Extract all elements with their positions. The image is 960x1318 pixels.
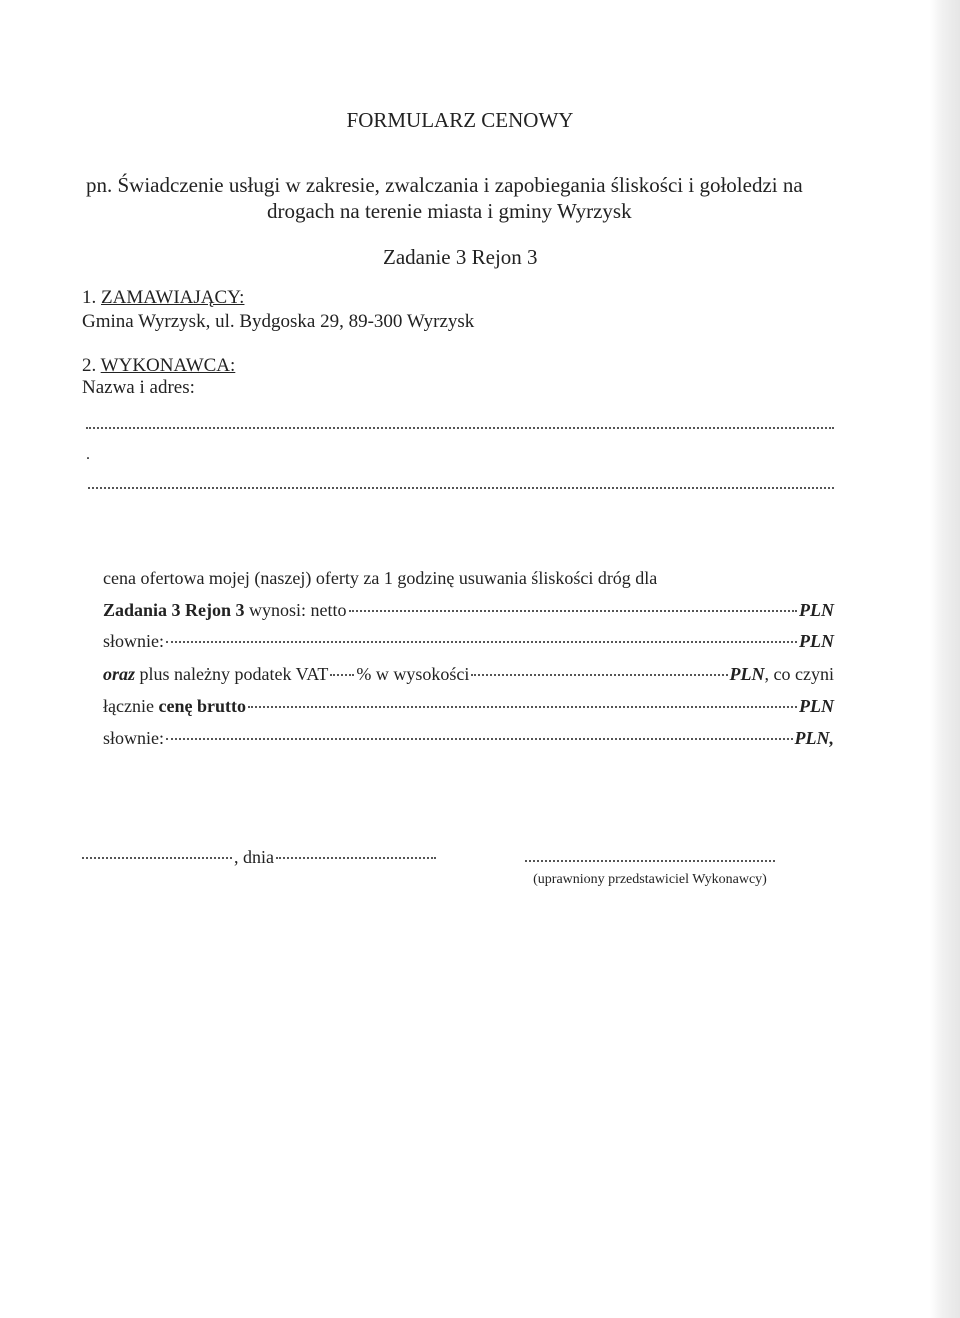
- gross-currency: PLN: [799, 696, 834, 716]
- vat-suffix: , co czyni: [764, 664, 834, 684]
- vat-text: plus należny podatek VAT: [139, 664, 329, 684]
- date-fill[interactable]: [276, 857, 436, 859]
- net-task-label: Zadania 3 Rejon 3: [103, 600, 245, 620]
- orderer-heading-text: ZAMAWIAJĄCY:: [101, 287, 245, 308]
- stray-mark: .: [86, 446, 90, 463]
- contractor-name-label: Nazwa i adres:: [82, 377, 195, 398]
- net-words-row: [103, 631, 834, 652]
- vat-percent-label: % w wysokości: [356, 664, 470, 684]
- scan-edge-shadow: [930, 0, 960, 1318]
- contractor-name-fill-line[interactable]: [86, 427, 834, 429]
- subject-line-2: drogach na terenie miasta i gminy Wyrzysk: [267, 199, 632, 223]
- vat-oraz: oraz: [103, 664, 136, 684]
- contractor-number: 2.: [82, 355, 97, 376]
- vat-row: [103, 664, 834, 685]
- gross-row: [103, 696, 834, 717]
- task-label: Zadanie 3 Rejon 3: [383, 245, 538, 269]
- contractor-address-fill-line[interactable]: [88, 487, 834, 489]
- net-currency: PLN: [799, 600, 834, 620]
- gross-prefix: łącznie: [103, 696, 154, 716]
- gross-words-label: słownie:: [103, 728, 164, 748]
- net-words-fill[interactable]: [166, 641, 797, 643]
- place-fill[interactable]: [82, 857, 232, 859]
- gross-words-row: [103, 728, 834, 749]
- gross-words-fill[interactable]: [166, 738, 793, 740]
- orderer-heading: [82, 287, 244, 309]
- signature-caption: (uprawniony przedstawiciel Wykonawcy): [533, 872, 767, 887]
- date-label: , dnia: [234, 847, 274, 867]
- vat-percent-fill[interactable]: [330, 674, 354, 676]
- gross-label: cenę brutto: [158, 696, 246, 716]
- contractor-heading: [82, 355, 235, 377]
- signature-line[interactable]: [525, 860, 775, 862]
- gross-price-fill[interactable]: [248, 706, 797, 708]
- vat-currency: PLN: [729, 664, 765, 684]
- price-intro-row: [103, 568, 834, 589]
- form-title: FORMULARZ CENOWY: [346, 108, 574, 132]
- place-date-row: [80, 847, 438, 868]
- net-price-fill[interactable]: [349, 610, 797, 612]
- net-label: wynosi: netto: [249, 600, 347, 620]
- net-price-row: [103, 600, 834, 621]
- orderer-address: Gmina Wyrzysk, ul. Bydgoska 29, 89-300 Wyrzysk: [82, 311, 475, 332]
- contractor-heading-text: WYKONAWCA:: [100, 355, 236, 376]
- subject-line-1: pn. Świadczenie usługi w zakresie, zwalczania i zapobiegania śliskości i gołoledzi na: [86, 173, 803, 197]
- price-intro-text: cena ofertowa mojej (naszej) oferty za 1 godzinę usuwania śliskości dróg dla: [103, 568, 658, 588]
- net-words-label: słownie:: [103, 631, 164, 651]
- orderer-number: 1.: [82, 287, 97, 308]
- net-words-currency: PLN: [799, 631, 834, 651]
- gross-words-currency: PLN,: [794, 728, 834, 748]
- vat-amount-fill[interactable]: [471, 674, 727, 676]
